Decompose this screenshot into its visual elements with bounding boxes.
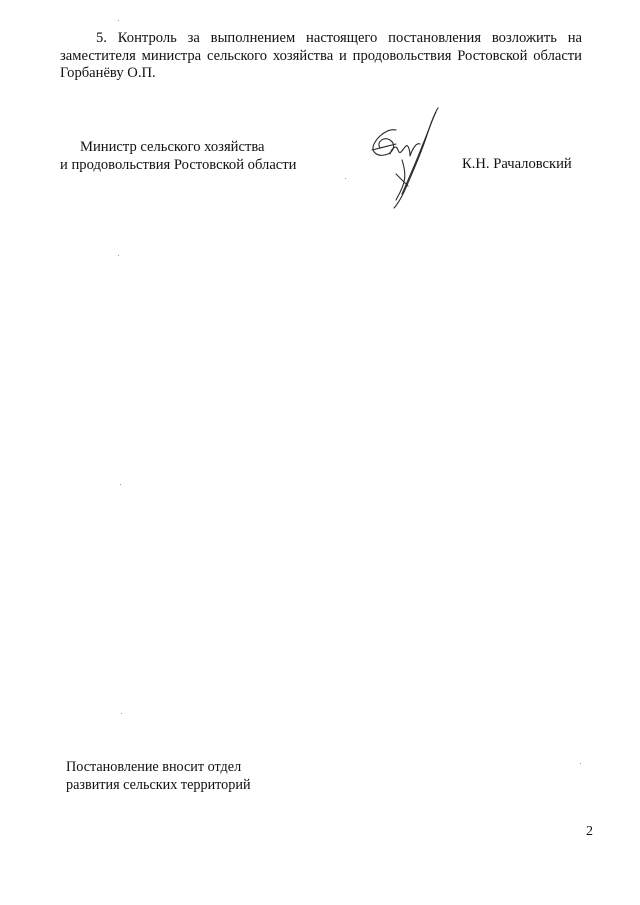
- signatory-title-line-1: Министр сельского хозяйства: [80, 139, 265, 155]
- footer-note: [66, 759, 251, 794]
- scan-speck: [118, 20, 119, 21]
- signatory-title: [60, 139, 296, 174]
- control-paragraph: 5. Контроль за выполнением настоящего постановления возложить на заместителя министра сельского хозяйства и продовольствия Ростовской области Горбанёву О.П.: [60, 30, 582, 81]
- footer-note-line-2: развития сельских территорий: [66, 776, 251, 793]
- footer-note-line-1: Постановление вносит отдел: [66, 759, 242, 775]
- page-number: 2: [586, 824, 593, 839]
- handwritten-signature: [360, 104, 450, 212]
- scan-speck: [118, 255, 119, 256]
- signatory-name: К.Н. Рачаловский: [462, 156, 572, 172]
- scan-speck: [345, 178, 346, 179]
- signatory-title-line-2: и продовольствия Ростовской области: [60, 156, 297, 173]
- scan-speck: [580, 763, 581, 764]
- scan-speck: [120, 484, 121, 485]
- scan-speck: [121, 713, 122, 714]
